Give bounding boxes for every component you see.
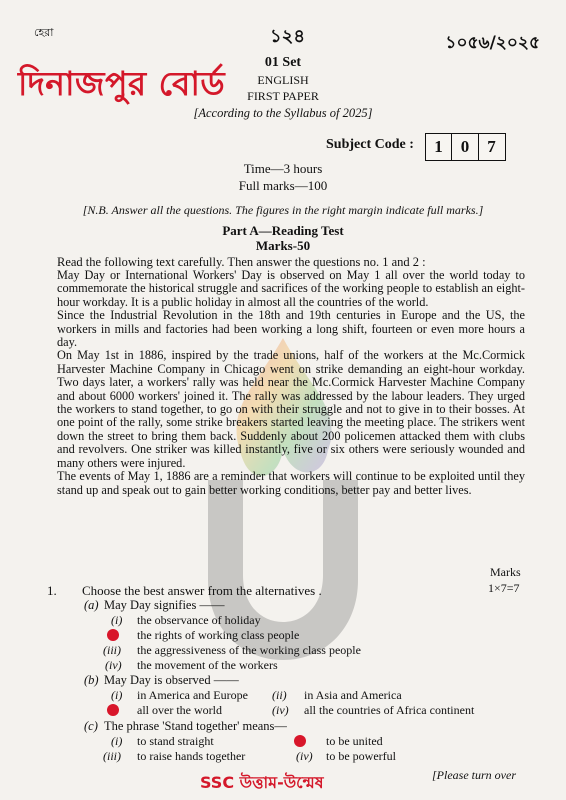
reading-passage <box>57 269 525 497</box>
turn-over-note: [Please turn over <box>432 768 516 782</box>
option-number: (i) <box>111 688 123 702</box>
nb-note: [N.B. Answer all the questions. The figures in the right margin indicate full marks.] <box>82 203 484 217</box>
subject-code-digit: 0 <box>451 133 479 161</box>
subject-code-label: Subject Code : <box>326 137 414 152</box>
question-code: ১০৫৬/২০২৫ <box>445 33 540 53</box>
q1-text: Choose the best answer from the alternatives . <box>82 583 322 598</box>
subject-code-digit: 7 <box>478 133 506 161</box>
option-number: (iv) <box>296 749 313 763</box>
option-text: in America and Europe <box>137 688 248 702</box>
reading-instruction: Read the following text carefully. Then answer the questions no. 1 and 2 : <box>57 255 426 269</box>
answer-mark-dot <box>294 735 306 747</box>
subject-code-digit: 1 <box>425 133 453 161</box>
q1b-text: May Day is observed —— <box>104 673 239 687</box>
option-text: the movement of the workers <box>137 658 278 672</box>
passage-paragraph: Since the Industrial Revolution in the 18th and 19th centuries in Europe and the US, the workers in mills and factories had been working a long shift, fourteen or even more hours a day. <box>57 308 525 350</box>
answer-mark-dot <box>107 629 119 641</box>
subject-title: ENGLISH <box>257 73 309 87</box>
part-a-marks: Marks-50 <box>255 238 311 253</box>
passage-paragraph: May Day or International Workers' Day is observed on May 1 all over the world today to commemorate the historical struggle and sacrifices of the working people to establish an eight-hour workday. It is a public holiday in almost all the countries of the world. <box>57 268 525 309</box>
option-text: to raise hands together <box>137 749 246 763</box>
q1b-label: (b) <box>84 673 99 687</box>
option-number: (iv) <box>272 703 289 717</box>
q1c-text: The phrase 'Stand together' means— <box>104 719 287 733</box>
option-text: in Asia and America <box>304 688 402 702</box>
option-number: (ii) <box>272 688 287 702</box>
set-label: 01 Set <box>264 55 302 70</box>
passage-paragraph: The events of May 1, 1886 are a reminder that workers will continue to be exploited until they stand up and speak out to gain better working conditions, better pay and better lives. <box>57 469 525 497</box>
part-a-title: Part A—Reading Test <box>222 223 344 238</box>
paper-title: FIRST PAPER <box>247 89 319 103</box>
option-number: (i) <box>111 734 123 748</box>
option-text: the observance of holiday <box>137 613 261 627</box>
q1-marks: 1×7=7 <box>488 581 520 595</box>
marks-header: Marks <box>490 565 521 579</box>
full-marks: Full marks—100 <box>238 178 328 193</box>
option-text: all the countries of Africa continent <box>304 703 475 717</box>
option-text: the rights of working class people <box>137 628 300 642</box>
time-allowed: Time—3 hours <box>243 161 323 176</box>
q1a-label: (a) <box>84 598 99 612</box>
page-number: ১২৪ <box>270 26 306 47</box>
option-text: all over the world <box>137 703 222 717</box>
option-number: (iii) <box>103 643 121 657</box>
passage-paragraph: On May 1st in 1886, inspired by the trade unions, half of the workers at the Mc.Cormick Harvester Machine Company in Chicago went on strike demanding an eight-hour workday. Two days later, a workers' rally was held near the Mc.Cormick Harvester Machine Company and about 6000 workers' joined it. The rally was addressed by the labour leaders. They urged the workers to stand together, to go on with their struggle and not to give in to their bosses. At one point of the rally, some strike breakers started leaving the meeting place. The strikers went down the street to bring them back. Suddenly about 200 policemen attacked them with clubs and revolvers. One striker was killed instantly, five or six others were seriously wounded and many others were injured. <box>57 348 525 470</box>
option-number: (i) <box>111 613 123 627</box>
option-number: (iii) <box>103 749 121 763</box>
q1c-label: (c) <box>84 719 98 733</box>
option-text: to be powerful <box>326 749 396 763</box>
corner-label: হেরা <box>34 26 54 39</box>
option-number: (iv) <box>105 658 122 672</box>
syllabus-note: [According to the Syllabus of 2025] <box>193 106 373 120</box>
option-text: to be united <box>326 734 383 748</box>
q1a-text: May Day signifies —— <box>104 598 225 612</box>
answer-mark-dot <box>107 704 119 716</box>
option-text: to stand straight <box>137 734 214 748</box>
board-name: দিনাজপুর বোর্ড <box>18 64 226 103</box>
option-text: the aggressiveness of the working class people <box>137 643 361 657</box>
subject-code-boxes <box>426 133 506 161</box>
footer-brand: SSC উত্তাম-উন্মেষ <box>200 773 324 792</box>
q1-number: 1. <box>47 583 57 598</box>
